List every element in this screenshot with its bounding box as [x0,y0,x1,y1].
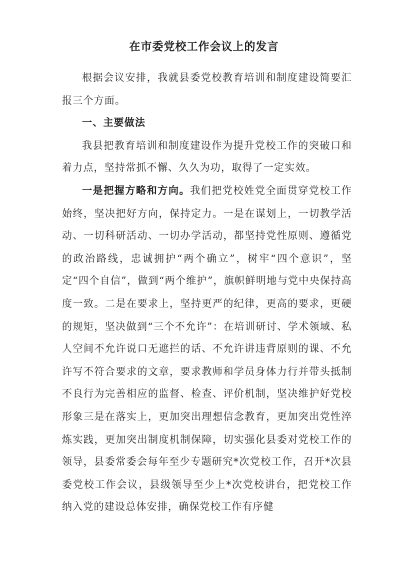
document-title: 在市委党校工作会议上的发言 [129,40,279,53]
document-body [62,68,352,520]
point-paragraph [62,181,352,520]
section-paragraph: 我县把教育培训和制度建设作为提升党校工作的突破口和着力点，坚持常抓不懈、久久为功，取得了一定实效。 [62,140,352,175]
point-lead: 一是把握方略和方向。 [82,185,191,197]
point-text: 我们把党校姓党全面贯穿党校工作始终，坚决把好方向，保持定力。一是在谋划上，一切教学活动、一切科研活动、一切办学活动，都坚持党性原则、遵循党的政治路线，忠诚拥护“两个确立”，树牢“四个意识”，坚定“四个自信”，做到“两个维护”，旗帜鲜明地与党中央保持高度一致。二是在要求上，坚持更严的纪律，更高的要求，更硬的规矩，坚决做到“三个不允许”：在培训研讨、学术领域、私人空间不允许说口无遮拦的话、不允许讲违背原则的课、不允许写不符合要求的文章，要求教师和学员身体力行并带头抵制不良行为完善相应的监督、检查、评价机制，坚决维护好党校形象三是在落实上，更加突出理想信念教育，更加突出党性淬炼实践，更加突出制度机制保障，切实强化县委对党校工作的领导，县委常委会每年至少专题研究*次党校工作，召开*次县委党校工作会议，县级领导至少上*次党校讲台，把党校工作纳入党的建设总体安排，确保党校工作有序健 [62,185,353,514]
section-heading: 一、主要做法 [82,118,146,130]
intro-paragraph: 根据会议安排，我就县委党校教育培训和制度建设简要汇报三个方面。 [62,73,352,107]
